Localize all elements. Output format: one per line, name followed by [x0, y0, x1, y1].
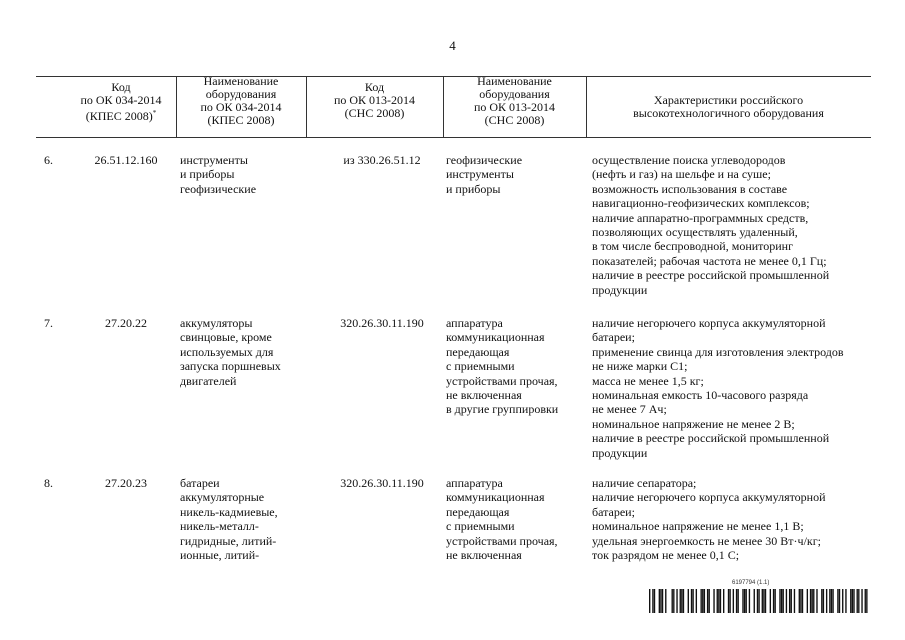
barcode-bar — [652, 589, 653, 613]
header-characteristics: Характеристики российского высокотехнологичного оборудования — [633, 93, 824, 120]
barcode-bar — [681, 589, 682, 613]
barcode-bar — [659, 589, 660, 613]
barcode-bar — [861, 589, 862, 613]
barcode-bar — [853, 589, 854, 613]
characteristics: осуществление поиска углеводородов (нефть и газ) на шельфе и на суше; возможность использования в составе навигационно-геофизических комплексов; наличие аппаратно-программных средств, позволяющих осуществлять удаленный, в том числе беспроводной, мониторинг показателей; рабочая частота не менее 0,1 Гц; наличие в реестре российской промышленной продукции — [592, 153, 830, 297]
barcode-bar — [845, 589, 846, 613]
code-sns: из 330.26.51.12 — [343, 153, 421, 167]
barcode-bar — [810, 589, 811, 613]
barcode-bar — [744, 589, 745, 613]
barcode-bar — [781, 589, 782, 613]
barcode-bar — [683, 589, 684, 613]
barcode-bar — [852, 589, 853, 613]
barcode-bar — [723, 589, 724, 613]
header-code-kpes: Код по ОК 034-2014 (КПЕС 2008)* — [80, 80, 162, 123]
header-name-sns: Наименование оборудования по ОК 013-2014 (СНС 2008) — [473, 74, 556, 127]
barcode-bar — [713, 589, 714, 613]
characteristics: наличие негорючего корпуса аккумуляторной батареи; применение свинца для изготовления электродов не ниже марки С1; масса не менее 1,5 кг; номинальная емкость 10-часового разряда не менее 7 Ач; номинальное напряжение не менее 2 В; наличие в реестре российской промышленной продукции — [592, 316, 844, 460]
name-sns: аппаратура коммуникационная передающая с приемными устройствами прочая, не включенная — [446, 476, 558, 563]
barcode-bar — [717, 589, 718, 613]
characteristics: наличие сепаратора; наличие негорючего корпуса аккумуляторной батареи; номинальное напряжение не менее 1,1 В; удельная энергоемкость не менее 30 Вт·ч/кг; ток разрядом не менее 0,1 С; — [592, 476, 826, 563]
barcode-bar — [791, 589, 792, 613]
barcode-bar — [718, 589, 719, 613]
barcode-bar — [829, 589, 830, 613]
barcode-bar — [704, 589, 705, 613]
barcode-bar — [786, 589, 787, 613]
barcode-bar — [865, 589, 866, 613]
barcode-bar — [789, 589, 790, 613]
barcode-bar — [754, 589, 755, 613]
barcode-bar — [736, 589, 737, 613]
barcode-bar — [831, 589, 832, 613]
barcode-bar — [749, 589, 750, 613]
name-sns: геофизические инструменты и приборы — [446, 153, 523, 196]
barcode-bar — [763, 589, 764, 613]
row-number: 7. — [44, 316, 53, 330]
barcode-bar — [720, 589, 721, 613]
barcode-bar — [672, 589, 673, 613]
barcode-bar — [832, 589, 833, 613]
barcode-bar — [757, 589, 758, 613]
barcode-bar — [794, 589, 795, 613]
barcode-bar — [746, 589, 747, 613]
barcode-bar — [662, 589, 663, 613]
barcode-bar — [709, 589, 710, 613]
barcode-bar — [779, 589, 780, 613]
barcode-bar — [783, 589, 784, 613]
code-sns: 320.26.30.11.190 — [340, 476, 424, 490]
barcode-bar — [802, 589, 803, 613]
barcode-bar — [823, 589, 824, 613]
code-kpes: 27.20.22 — [105, 316, 147, 330]
barcode-bar — [842, 589, 843, 613]
barcode-bar — [680, 589, 681, 613]
header-name-kpes: Наименование оборудования по ОК 034-2014 (КПЕС 2008) — [200, 74, 282, 127]
barcode-bar — [707, 589, 708, 613]
row-number: 6. — [44, 153, 53, 167]
barcode-bar — [850, 589, 851, 613]
barcode-bar — [660, 589, 661, 613]
name-sns: аппаратура коммуникационная передающая с приемными устройствами прочая, не включенная в другие группировки — [446, 316, 559, 417]
code-kpes: 26.51.12.160 — [94, 153, 158, 167]
barcode-bar — [742, 589, 743, 613]
code-sns: 320.26.30.11.190 — [340, 316, 424, 330]
barcode-bar — [773, 589, 774, 613]
barcode-bar — [800, 589, 801, 613]
barcode-bar — [729, 589, 730, 613]
barcode-bar — [770, 589, 771, 613]
barcode — [649, 589, 871, 613]
barcode-bar — [866, 589, 867, 613]
barcode-bar — [676, 589, 677, 613]
barcode-bar — [839, 589, 840, 613]
barcode-bar — [649, 589, 650, 613]
barcode-bar — [673, 589, 674, 613]
barcode-bar — [816, 589, 817, 613]
barcode-bar — [654, 589, 655, 613]
barcode-bar — [762, 589, 763, 613]
table-header-rule — [36, 137, 871, 138]
barcode-bar — [826, 589, 827, 613]
barcode-label: 6197794 (1.1) — [732, 580, 770, 586]
barcode-bar — [821, 589, 822, 613]
barcode-bar — [665, 589, 666, 613]
barcode-bar — [811, 589, 812, 613]
barcode-bar — [813, 589, 814, 613]
header-code-sns: Код по ОК 013-2014 (СНС 2008) — [333, 80, 416, 120]
barcode-bar — [692, 589, 693, 613]
barcode-bar — [774, 589, 775, 613]
name-kpes: инструменты и приборы геофизические — [180, 153, 257, 196]
code-kpes: 27.20.23 — [105, 476, 147, 490]
barcode-bar — [688, 589, 689, 613]
barcode-bar — [807, 589, 808, 613]
name-kpes: аккумуляторы свинцовые, кроме используемых для запуска поршневых двигателей — [180, 316, 281, 388]
barcode-bar — [837, 589, 838, 613]
page-number: 4 — [449, 38, 456, 53]
barcode-bar — [700, 589, 701, 613]
row-number: 8. — [44, 476, 53, 490]
barcode-bar — [733, 589, 734, 613]
barcode-bar — [728, 589, 729, 613]
barcode-bar — [702, 589, 703, 613]
barcode-bar — [857, 589, 858, 613]
barcode-bar — [799, 589, 800, 613]
barcode-bar — [858, 589, 859, 613]
barcode-bar — [696, 589, 697, 613]
barcode-bar — [758, 589, 759, 613]
barcode-bar — [737, 589, 738, 613]
barcode-bar — [691, 589, 692, 613]
name-kpes: батареи аккумуляторные никель-кадмиевые, никель-металл- гидридные, литий- ионные, литий- — [180, 476, 278, 563]
barcode-bar — [765, 589, 766, 613]
